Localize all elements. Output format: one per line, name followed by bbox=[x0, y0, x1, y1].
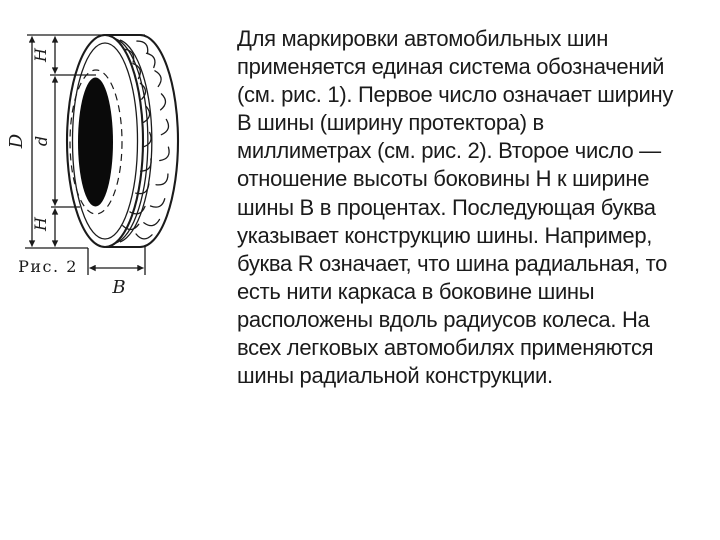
label-sidewall-height-bottom: H bbox=[31, 217, 50, 231]
article-line: применяется единая система обозначений bbox=[237, 54, 665, 80]
label-tread-width: B bbox=[112, 277, 126, 298]
article-line: миллиметрах (см. рис. 2). Второе число — bbox=[237, 138, 661, 164]
article-line: есть нити каркаса в боковине шины bbox=[237, 278, 595, 304]
article-line: буква R означает, что шина радиальная, то bbox=[237, 250, 668, 276]
article-line: расположены вдоль радиусов колеса. На bbox=[237, 306, 650, 332]
tire-outline bbox=[67, 35, 178, 247]
label-sidewall-height-top: H bbox=[31, 48, 50, 62]
rim-hole bbox=[78, 78, 113, 207]
article-line: отношение высоты боковины Н к ширине bbox=[237, 166, 650, 192]
article-line: (см. рис. 1). Первое число означает ширину bbox=[237, 82, 674, 108]
article-line: Для маркировки автомобильных шин bbox=[237, 26, 609, 51]
tire-diagram-svg bbox=[0, 0, 200, 300]
article-line: шины радиальной конструкции. bbox=[237, 363, 553, 389]
article-line: В шины (ширину протектора) в bbox=[237, 110, 544, 136]
article-line: всех легковых автомобилях применяются bbox=[237, 335, 654, 361]
figure-caption: Рис. 2 bbox=[18, 257, 78, 276]
label-rim-diameter: d bbox=[32, 135, 51, 147]
article-line: указывает конструкцию шины. Например, bbox=[237, 222, 653, 248]
label-outer-diameter: D bbox=[6, 133, 27, 149]
tire-figure bbox=[0, 0, 200, 300]
article-text bbox=[237, 25, 707, 390]
article-line: шины В в процентах. Последующая буква bbox=[237, 194, 656, 220]
